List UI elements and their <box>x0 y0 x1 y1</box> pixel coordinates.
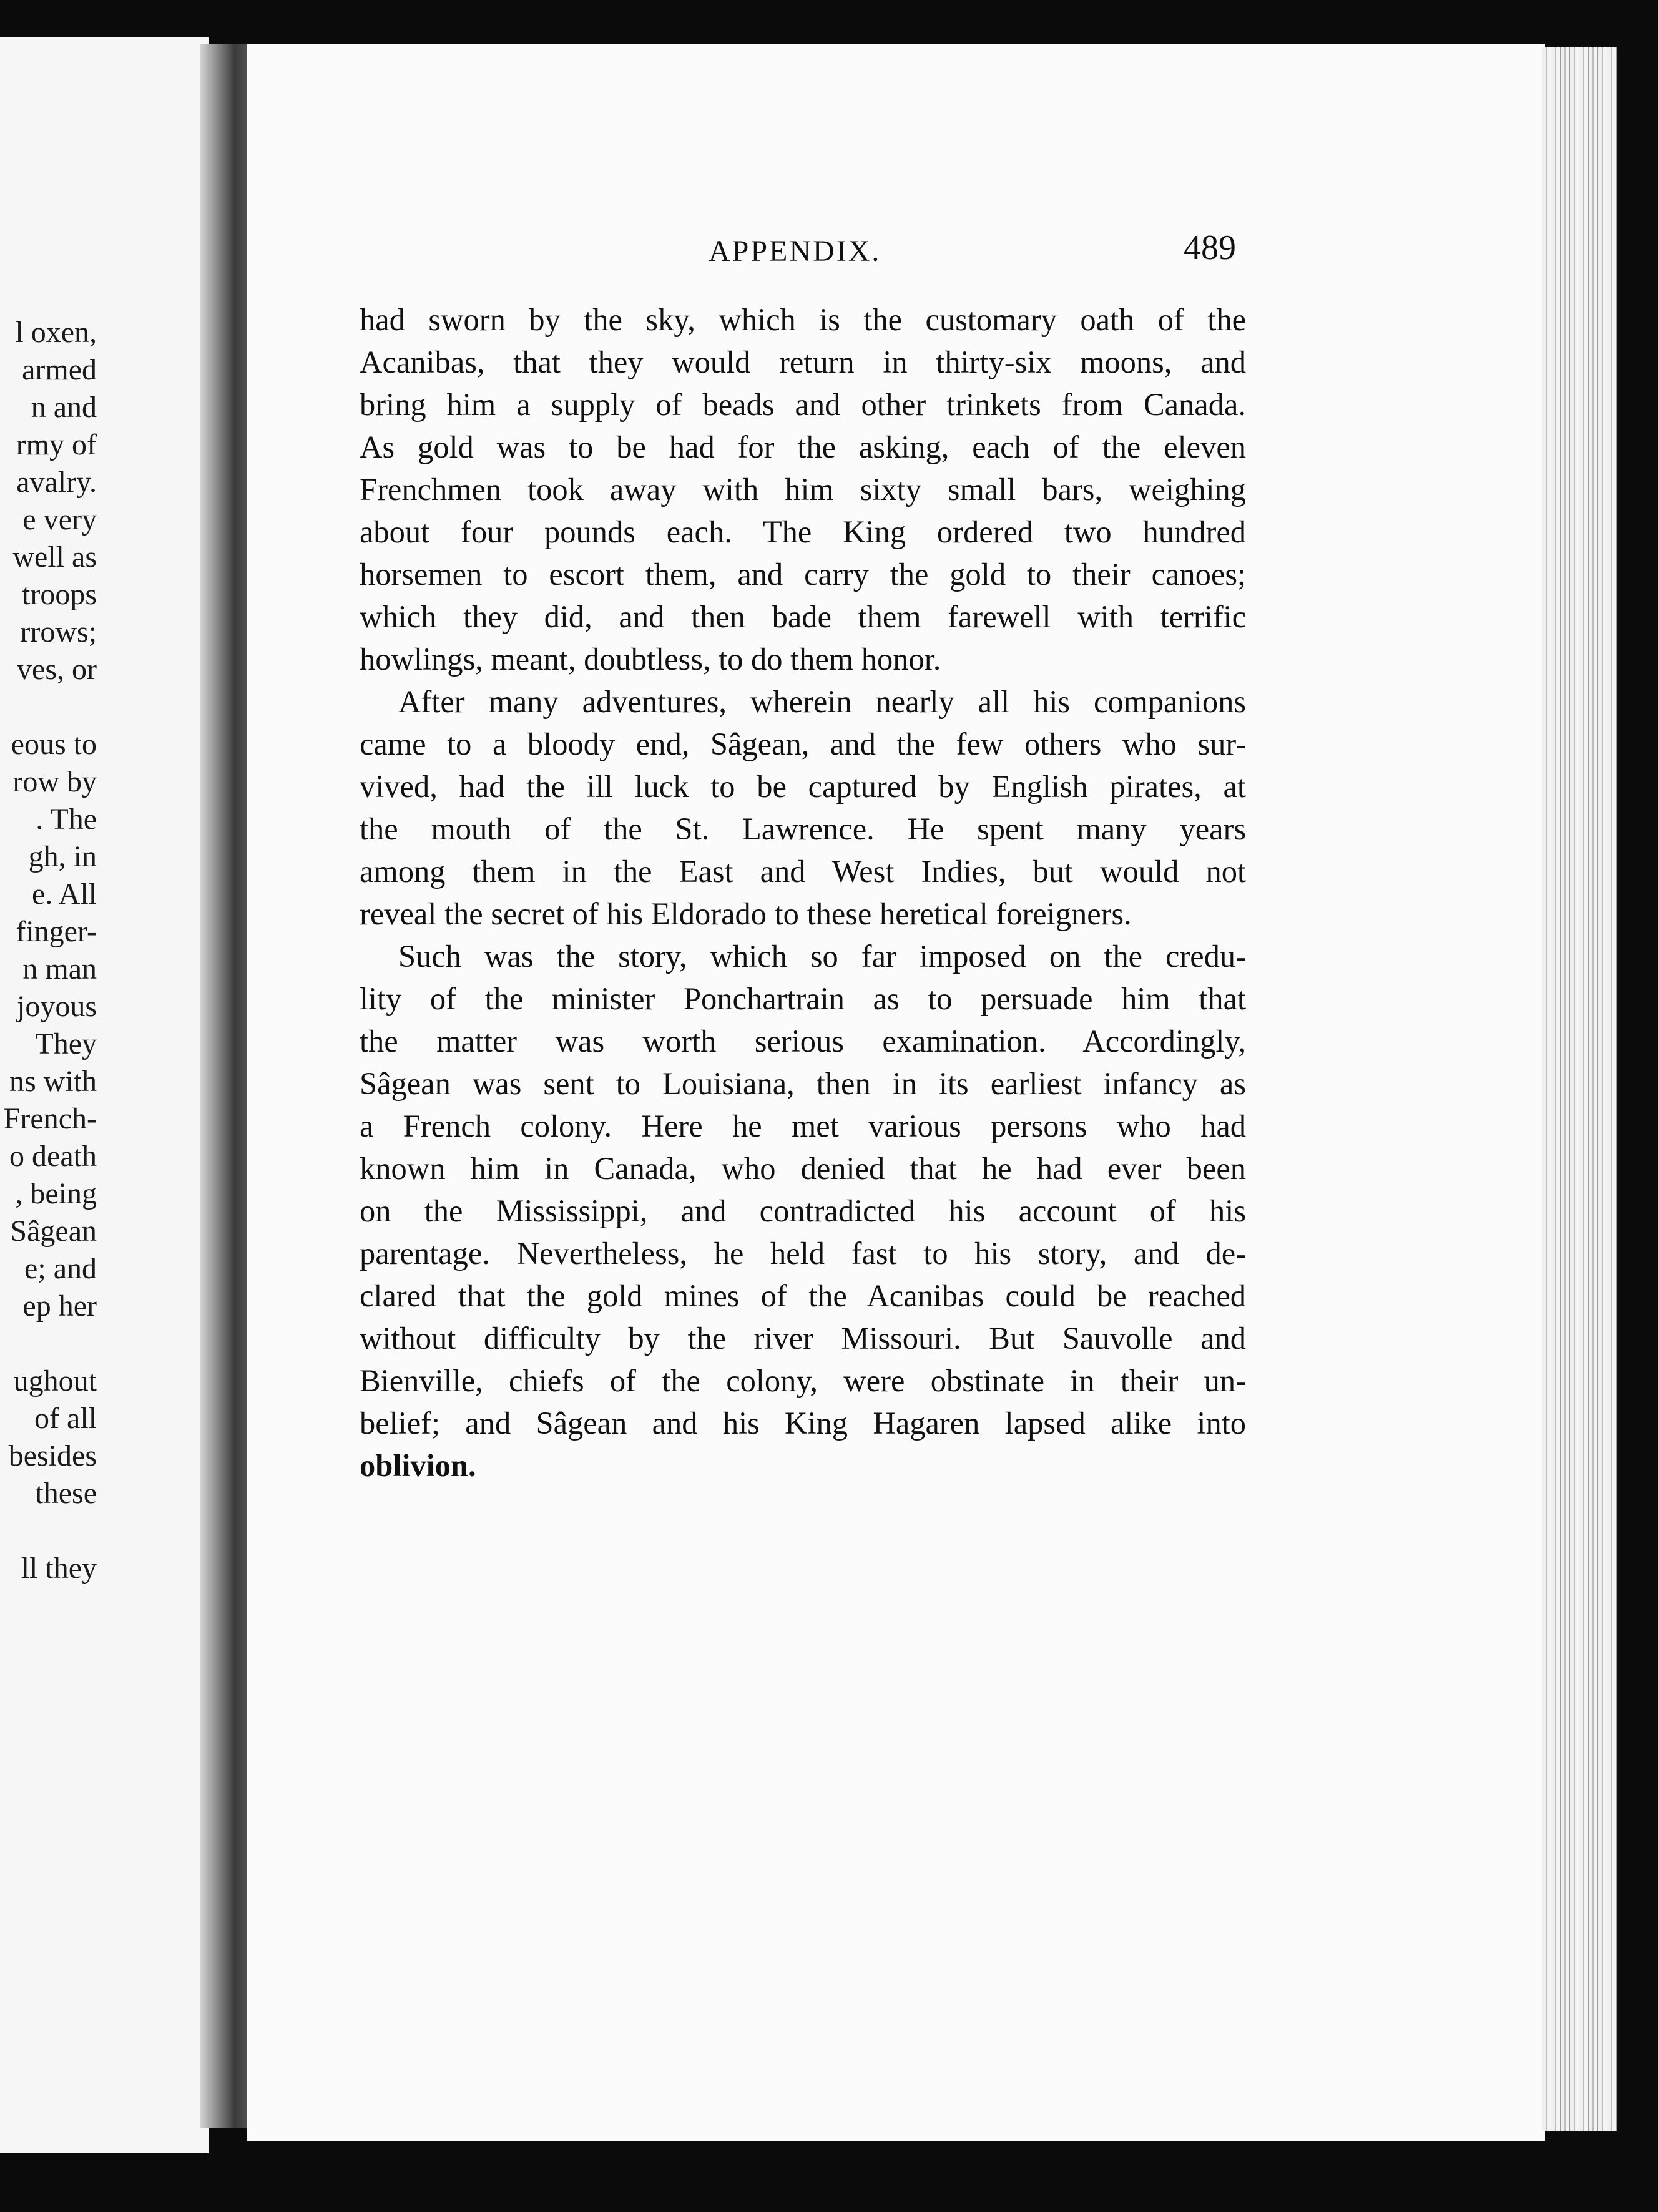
previous-page-line: troops <box>22 578 97 611</box>
body-line: Frenchmen took away with him sixty small bars, weighing <box>360 472 1246 507</box>
body-line: lity of the minister Ponchartrain as to persuade him that <box>360 981 1246 1016</box>
previous-page-line: ughout <box>13 1364 97 1397</box>
body-line: reveal the secret of his Eldorado to these heretical foreigners. <box>360 896 1132 931</box>
previous-page-line: l oxen, <box>15 316 97 349</box>
body-line: oblivion. <box>360 1448 476 1483</box>
previous-page-line: ves, or <box>17 653 97 686</box>
previous-page-fragment <box>0 37 209 2153</box>
previous-page-line: gh, in <box>28 840 97 873</box>
previous-page-line: ns with <box>9 1065 97 1098</box>
running-head: APPENDIX. <box>709 235 881 268</box>
previous-page-line: ep her <box>22 1290 97 1323</box>
previous-page-line: eous to <box>11 728 97 761</box>
previous-page-line: besides <box>8 1439 97 1472</box>
previous-page-line: these <box>35 1477 97 1510</box>
body-text <box>360 298 1246 1487</box>
body-line: Sâgean was sent to Louisiana, then in its earliest infancy as <box>360 1066 1246 1101</box>
previous-page-line: of all <box>34 1402 97 1435</box>
body-line: belief; and Sâgean and his King Hagaren lapsed alike into <box>360 1406 1246 1441</box>
body-line: which they did, and then bade them farewell with terrific <box>360 599 1246 634</box>
previous-page-line: e very <box>22 503 97 536</box>
previous-page-line: avalry. <box>16 466 97 499</box>
previous-page-line: e. All <box>32 878 97 911</box>
body-line: known him in Canada, who denied that he had ever been <box>360 1151 1246 1186</box>
previous-page-line: Sâgean <box>10 1215 97 1248</box>
previous-page-line: . The <box>36 803 97 836</box>
previous-page-line: finger- <box>16 915 97 948</box>
previous-page-line: n and <box>31 391 97 424</box>
body-line: clared that the gold mines of the Acanibas could be reached <box>360 1278 1246 1313</box>
previous-page-line: armed <box>22 353 97 386</box>
previous-page-line: They <box>35 1027 97 1060</box>
previous-page-line: n man <box>22 952 97 986</box>
previous-page-line: French- <box>3 1102 97 1135</box>
body-line: had sworn by the sky, which is the customary oath of the <box>360 302 1246 337</box>
body-line: on the Mississippi, and contradicted his account of his <box>360 1193 1246 1228</box>
previous-page-line: o death <box>9 1140 97 1173</box>
body-line: about four pounds each. The King ordered two hundred <box>360 514 1246 549</box>
body-line: the mouth of the St. Lawrence. He spent many years <box>360 811 1246 846</box>
body-line: horsemen to escort them, and carry the gold to their canoes; <box>360 557 1246 592</box>
body-line: As gold was to be had for the asking, each of the eleven <box>360 429 1246 464</box>
previous-page-line: rmy of <box>16 428 97 461</box>
previous-page-line: well as <box>12 541 97 574</box>
page-header <box>705 228 1248 272</box>
body-line: vived, had the ill luck to be captured by English pirates, at <box>360 769 1246 804</box>
body-line: without difficulty by the river Missouri. But Sauvolle and <box>360 1321 1246 1356</box>
book-gutter-shadow <box>200 44 250 2128</box>
previous-page-line: ll they <box>21 1552 97 1585</box>
body-line: a French colony. Here he met various persons who had <box>360 1108 1246 1143</box>
previous-page-line: , being <box>15 1177 97 1210</box>
body-line: howlings, meant, doubtless, to do them honor. <box>360 642 941 677</box>
body-line: among them in the East and West Indies, but would not <box>360 854 1246 889</box>
body-line: Bienville, chiefs of the colony, were obstinate in their un- <box>360 1363 1246 1398</box>
previous-page-line: row by <box>12 765 97 798</box>
body-line: came to a bloody end, Sâgean, and the few others who sur- <box>360 727 1246 761</box>
body-line: bring him a supply of beads and other trinkets from Canada. <box>360 387 1246 422</box>
previous-page-line: rrows; <box>20 615 97 648</box>
body-line: After many adventures, wherein nearly all his companions <box>398 684 1246 719</box>
previous-page-line: e; and <box>24 1252 97 1285</box>
previous-page-line: joyous <box>16 990 97 1023</box>
body-line: Acanibas, that they would return in thirty-six moons, and <box>360 345 1246 379</box>
page-number: 489 <box>1184 228 1236 267</box>
page-fore-edges <box>1542 47 1617 2131</box>
body-line: Such was the story, which so far imposed on the credu- <box>398 939 1246 974</box>
body-line: the matter was worth serious examination. Accordingly, <box>360 1024 1246 1059</box>
body-line: parentage. Nevertheless, he held fast to his story, and de- <box>360 1236 1246 1271</box>
